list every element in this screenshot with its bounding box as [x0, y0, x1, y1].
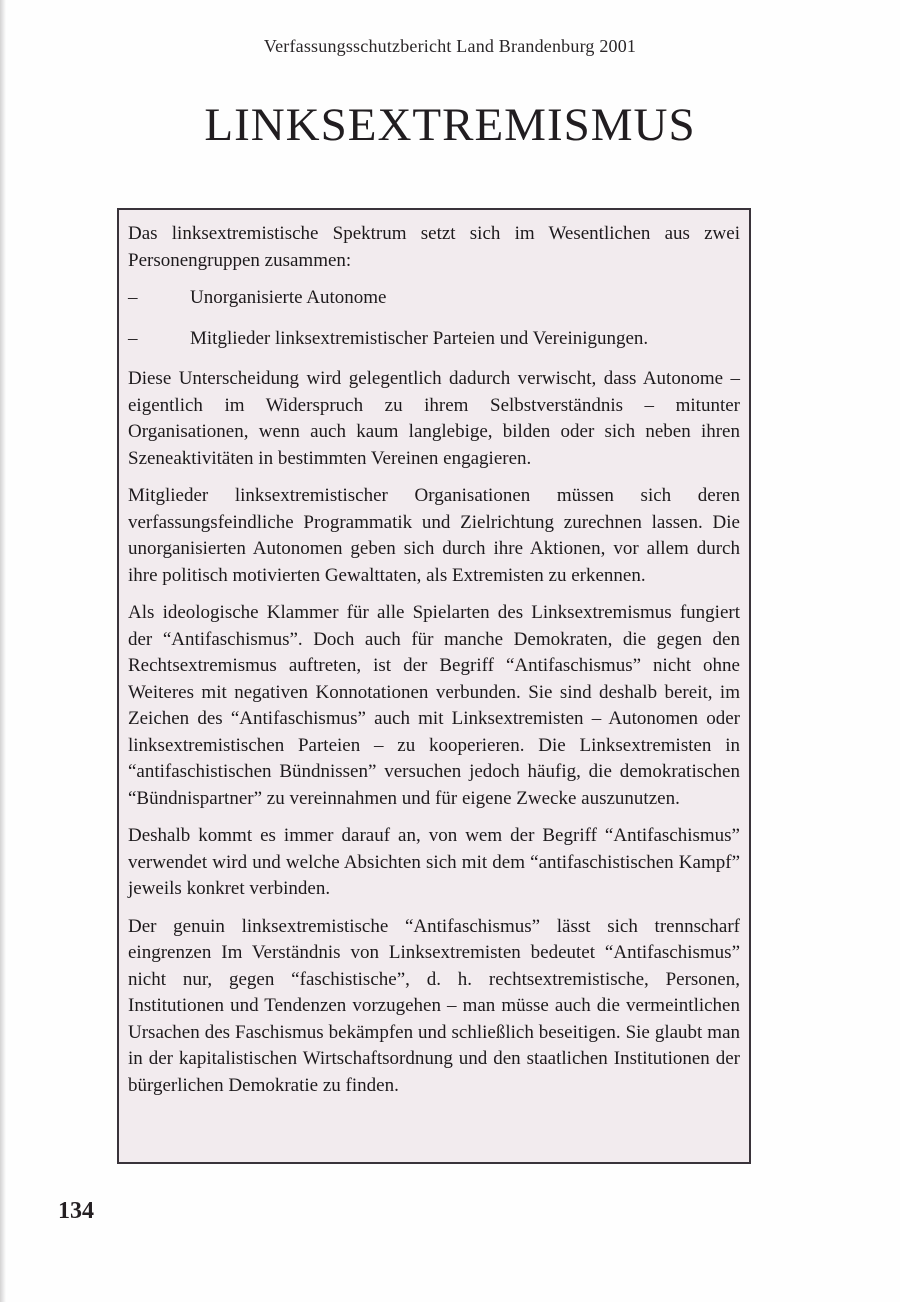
running-header: Verfassungsschutzbericht Land Brandenburg 2001: [263, 36, 637, 56]
list-item-label: Unorganisierte Autonome: [190, 287, 387, 308]
content-box: [117, 208, 751, 1164]
list-item: [128, 326, 740, 353]
body-paragraph: Der genuin linksextremistische “Antifaschismus” lässt sich trennscharf eingrenzen Im Verständnis von Linksextremisten bedeutet “Antifaschismus” nicht nur, gegen “faschistische”, d. h. rechtsextremistische, Personen, Institutionen und Tendenzen vorzugehen – man müsse auch die vermeintlichen Ursachen des Faschismus bekämpfen und schließlich beseitigen. Sie glaubt man in der kapitalistischen Wirtschaftsordnung und den staatlichen Institutionen der bürgerlichen Demokratie zu finden.: [128, 915, 740, 1096]
scan-edge-shadow: [0, 0, 6, 1302]
page-number: 134: [58, 1198, 94, 1224]
body-paragraph: Diese Unterscheidung wird gelegentlich dadurch verwischt, dass Autonome – eigentlich im Widerspruch zu ihrem Selbstverständnis – mitunter Organisationen, wenn auch kaum langlebige, bilden oder sich neben ihren Szeneaktivitäten in bestimmten Vereinen engagieren.: [128, 368, 740, 469]
list-item-dash: –: [128, 327, 138, 349]
list-item: [128, 285, 740, 312]
page-title: LINKSEXTREMISMUS: [204, 99, 696, 151]
body-paragraph: Mitglieder linksextremistischer Organisationen müssen sich deren verfassungsfeindliche Programmatik und Zielrichtung zurechnen lassen. Die unorganisierten Autonomen geben sich durch ihre Aktionen, vor allem durch ihre politisch motivierten Gewalttaten, als Extremisten zu erkennen.: [128, 485, 740, 586]
body-paragraph: Als ideologische Klammer für alle Spielarten des Linksextremismus fungiert der “Antifaschismus”. Doch auch für manche Demokraten, die gegen den Rechtsextremismus auftreten, ist der Begriff “Antifaschismus” nicht ohne Weiteres mit negativen Konnotationen verbunden. Sie sind deshalb bereit, im Zeichen des “Antifaschismus” auch mit Linksextremisten – Autonomen oder linksextremistischen Parteien – zu kooperieren. Die Linksextremisten in “antifaschistischen Bündnissen” versuchen jedoch häufig, die demokratischen “Bündnispartner” zu vereinnahmen und für eigene Zwecke auszunutzen.: [128, 602, 740, 809]
list-item-label: Mitglieder linksextremistischer Parteien und Vereinigungen.: [190, 327, 649, 349]
list-item-dash: –: [128, 287, 138, 308]
intro-paragraph: Das linksextremistische Spektrum setzt sich im Wesentlichen aus zwei Personengruppen zusammen:: [128, 223, 740, 271]
body-paragraph: Deshalb kommt es immer darauf an, von wem der Begriff “Antifaschismus” verwendet wird und welche Absichten sich mit dem “antifaschistischen Kampf” jeweils konkret verbinden.: [128, 825, 740, 899]
